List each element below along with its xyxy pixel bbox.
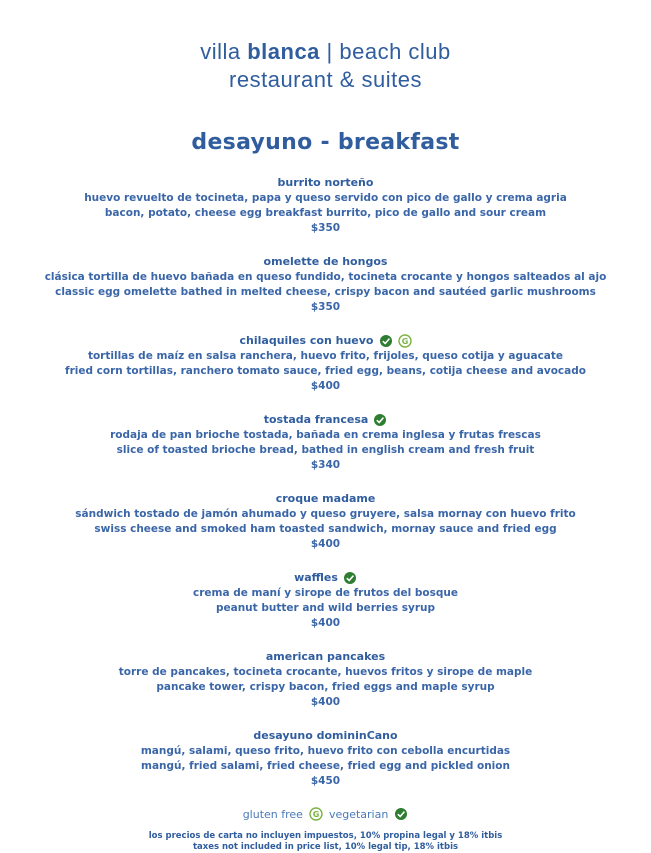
menu-item (0, 171, 651, 236)
brand-bold: blanca (247, 39, 320, 64)
footnote-es: los precios de carta no incluyen impuestos, 10% propina legal y 18% itbis (148, 831, 503, 841)
menu-item-name (276, 491, 376, 507)
svg-text:G: G (401, 337, 408, 346)
vegetarian-icon (379, 334, 393, 348)
menu-item-description-es: huevo revuelto de tocineta, papa y queso servido con pico de gallo y crema agria (84, 192, 567, 204)
menu-item-price: $350 (310, 222, 341, 234)
menu-item-description-en: bacon, potato, cheese egg breakfast burrito, pico de gallo and sour cream (104, 207, 547, 219)
menu-item-name (264, 412, 388, 428)
vegetarian-icon (394, 807, 408, 821)
menu-item-title: waffles (294, 571, 338, 584)
menu-item-description-es: clásica tortilla de huevo bañada en queso fundido, tocineta crocante y hongos salteados al ajo (44, 271, 607, 283)
menu-item-description-es: torre de pancakes, tocineta crocante, huevos fritos y sirope de maple (118, 666, 533, 678)
menu-item-description-es: mangú, salami, queso frito, huevo frito con cebolla encurtidas (140, 745, 511, 757)
menu-item-title: chilaquiles con huevo (239, 334, 374, 347)
menu-item-description-en: classic egg omelette bathed in melted cheese, crispy bacon and sautéed garlic mushrooms (55, 286, 596, 298)
menu-item-name (264, 254, 388, 270)
svg-text:G: G (312, 810, 320, 819)
menu-item-description-es: rodaja de pan brioche tostada, bañada en crema inglesa y frutas frescas (110, 429, 541, 441)
footnote-en: taxes not included in price list, 10% legal tip, 18% itbis (192, 842, 459, 852)
menu-items (0, 171, 651, 789)
menu-item-description-en: pancake tower, crispy bacon, fried eggs and maple syrup (156, 681, 495, 693)
menu-item-price: $400 (310, 538, 341, 550)
menu-item-name (253, 728, 397, 744)
legend-vegetarian-label: vegetarian (328, 807, 389, 821)
menu-item-description-en: fried corn tortillas, ranchero tomato sauce, fried egg, beans, cotija cheese and avocado (65, 365, 586, 377)
menu-item-title: croque madame (275, 492, 376, 505)
menu-item-description-en: mangú, fried salami, fried cheese, fried egg and pickled onion (141, 760, 510, 772)
legend-gluten-free-label: gluten free (242, 807, 303, 821)
menu-item-price: $450 (310, 775, 341, 787)
menu-item-description-es: sándwich tostado de jamón ahumado y queso gruyere, salsa mornay con huevo frito (75, 508, 576, 520)
gluten-free-icon (398, 334, 412, 348)
gluten-free-icon (309, 807, 323, 821)
menu-item-price: $350 (310, 301, 341, 313)
menu-item-price: $400 (310, 696, 341, 708)
brand-name (0, 38, 651, 66)
menu-item-name (294, 570, 357, 586)
menu-item-name (240, 333, 412, 349)
menu-item-description-en: slice of toasted brioche bread, bathed in english cream and fresh fruit (116, 444, 535, 456)
vegetarian-icon (373, 413, 387, 427)
menu-item-name (266, 649, 385, 665)
menu-item-description-es: tortillas de maíz en salsa ranchera, huevo frito, frijoles, queso cotija y aguacate (87, 350, 564, 362)
menu-item-title: desayuno domininCano (253, 729, 398, 742)
menu-item (0, 408, 651, 473)
brand-subtitle: restaurant & suites (229, 67, 422, 92)
menu-item (0, 487, 651, 552)
menu-title: desayuno - breakfast (191, 130, 460, 155)
legend (0, 807, 651, 821)
menu-item (0, 645, 651, 710)
vegetarian-icon (343, 571, 357, 585)
menu-item (0, 250, 651, 315)
menu-item-name (278, 175, 374, 191)
menu-item (0, 329, 651, 394)
menu-item-price: $400 (310, 380, 341, 392)
menu-item (0, 724, 651, 789)
menu-item-description-es: crema de maní y sirope de frutos del bosque (193, 587, 458, 599)
menu-item-title: burrito norteño (277, 176, 374, 189)
menu-item-description-en: swiss cheese and smoked ham toasted sandwich, mornay sauce and fried egg (94, 523, 557, 535)
brand-prefix: villa (200, 39, 248, 64)
menu-item-price: $340 (310, 459, 341, 471)
menu-item-title: omelette de hongos (263, 255, 388, 268)
brand-suffix: | beach club (319, 39, 451, 64)
menu-item-title: american pancakes (265, 650, 386, 663)
menu-item-description-en: peanut butter and wild berries syrup (215, 602, 436, 614)
menu-item-price: $400 (310, 617, 341, 629)
footnote (0, 831, 651, 853)
header (0, 0, 651, 94)
menu-item-title: tostada francesa (263, 413, 369, 426)
menu-item (0, 566, 651, 631)
